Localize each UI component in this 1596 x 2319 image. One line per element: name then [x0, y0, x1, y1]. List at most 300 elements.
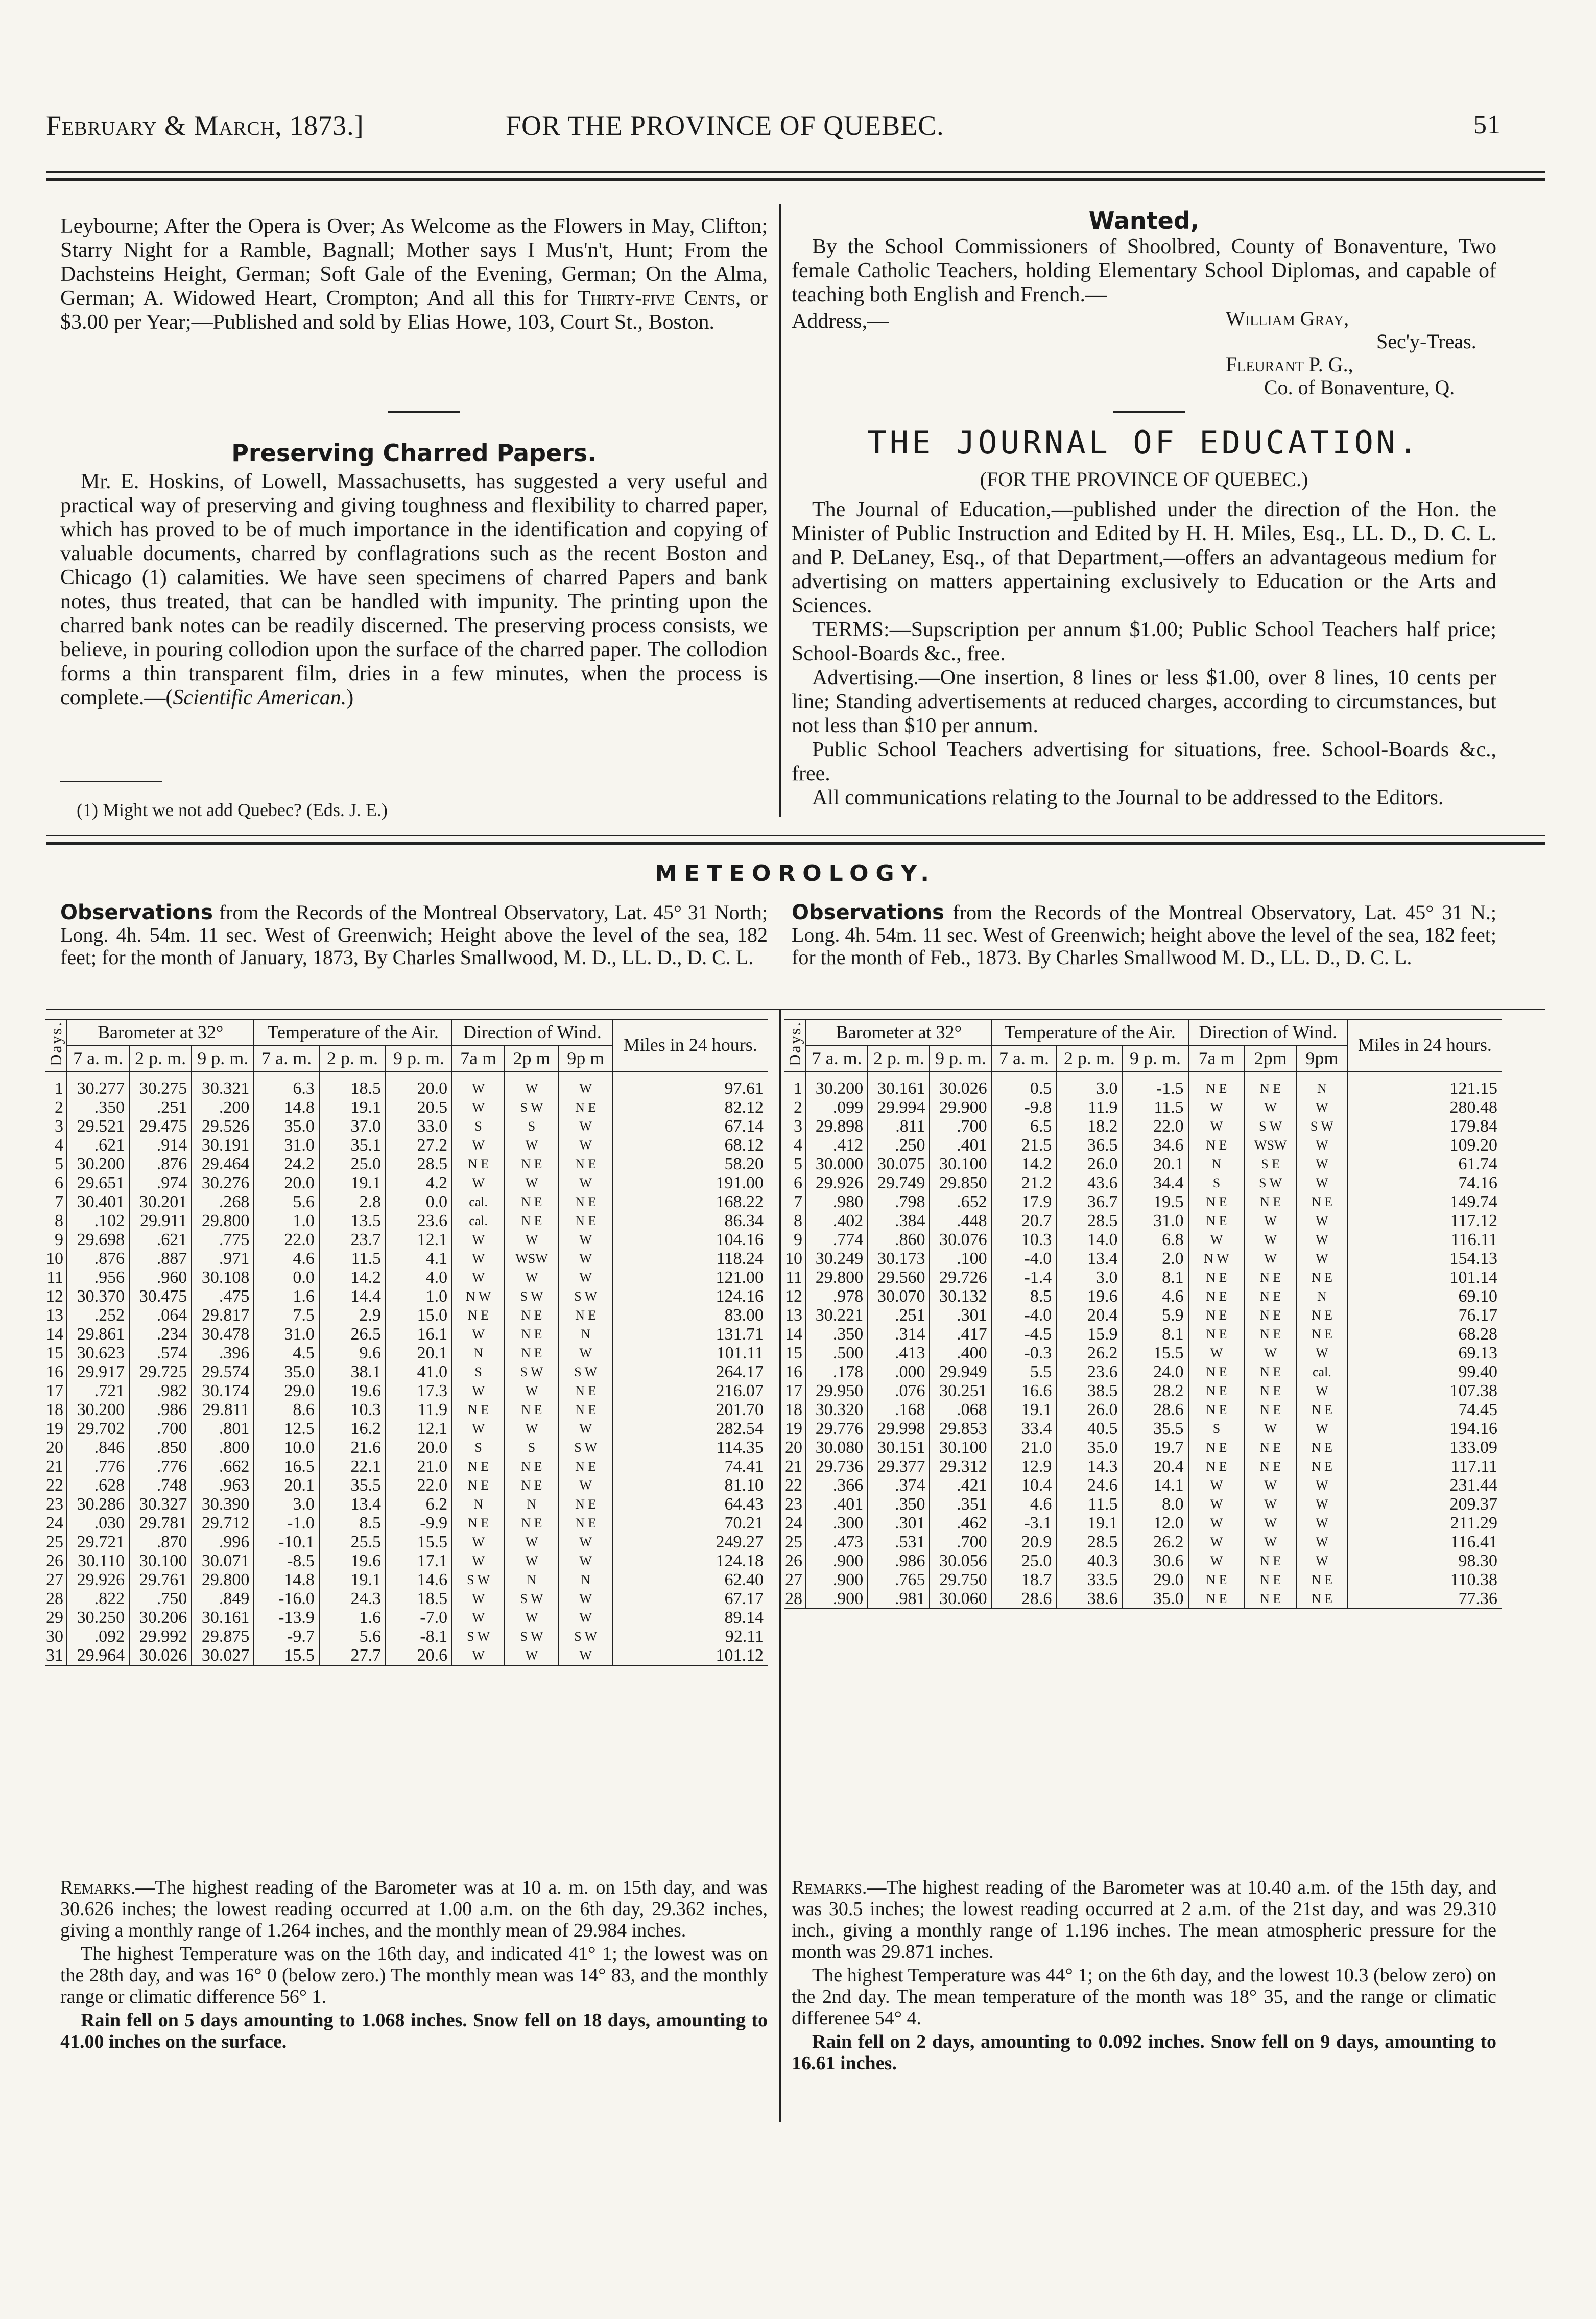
- barometer-cell: 29.950: [806, 1381, 868, 1400]
- temperature-cell: -1.4: [992, 1268, 1057, 1287]
- wind-cell: W: [559, 1589, 613, 1608]
- barometer-cell: .974: [129, 1174, 192, 1192]
- header-rule: [46, 171, 1545, 173]
- temperature-cell: 27.2: [386, 1136, 452, 1155]
- barometer-cell: .234: [129, 1325, 192, 1344]
- temperature-cell: 35.5: [319, 1476, 386, 1495]
- barometer-cell: .721: [67, 1381, 129, 1400]
- wind-cell: W: [505, 1646, 559, 1665]
- temperature-cell: 11.9: [386, 1400, 452, 1419]
- temperature-cell: 22.0: [1122, 1117, 1188, 1136]
- barometer-cell: .099: [806, 1098, 868, 1117]
- barometer-cell: .574: [129, 1344, 192, 1362]
- february-observations-table: [784, 1019, 1502, 1609]
- miles-cell: 101.12: [613, 1646, 768, 1665]
- temperature-cell: 14.0: [1056, 1230, 1122, 1249]
- table-row: [45, 1344, 768, 1362]
- table-row: [784, 1268, 1502, 1287]
- temperature-cell: 1.6: [319, 1608, 386, 1627]
- barometer-cell: 30.275: [129, 1071, 192, 1098]
- wind-cell: W: [505, 1174, 559, 1192]
- preserving-title: Preserving Charred Papers.: [231, 439, 597, 467]
- sub-wind-9pm: 9pm: [1296, 1045, 1348, 1071]
- wind-cell: S W: [559, 1438, 613, 1457]
- barometer-cell: 30.206: [129, 1608, 192, 1627]
- barometer-cell: .314: [868, 1325, 930, 1344]
- wind-cell: W: [1296, 1533, 1348, 1551]
- barometer-cell: 29.998: [868, 1419, 930, 1438]
- table-row: [784, 1551, 1502, 1570]
- miles-cell: 179.84: [1348, 1117, 1502, 1136]
- wind-cell: N E: [1188, 1362, 1245, 1381]
- wind-cell: cal.: [452, 1192, 505, 1211]
- wind-cell: W: [1245, 1211, 1296, 1230]
- miles-cell: 216.07: [613, 1381, 768, 1400]
- wind-cell: N E: [505, 1192, 559, 1211]
- table-row: [784, 1230, 1502, 1249]
- barometer-cell: 29.781: [129, 1514, 192, 1533]
- barometer-cell: .168: [868, 1400, 930, 1419]
- wind-cell: W: [452, 1608, 505, 1627]
- temperature-cell: 20.0: [386, 1438, 452, 1457]
- temperature-cell: 36.7: [1056, 1192, 1122, 1211]
- temperature-cell: 17.9: [992, 1192, 1057, 1211]
- wind-cell: N E: [1188, 1400, 1245, 1419]
- wind-cell: W: [452, 1381, 505, 1400]
- wind-cell: W: [1296, 1514, 1348, 1533]
- temperature-cell: 18.5: [319, 1071, 386, 1098]
- barometer-cell: .776: [67, 1457, 129, 1476]
- table-row: [784, 1192, 1502, 1211]
- section-rule-thick: [46, 842, 1545, 845]
- barometer-cell: .849: [192, 1589, 254, 1608]
- wind-cell: N W: [1188, 1249, 1245, 1268]
- wind-cell: W: [452, 1230, 505, 1249]
- temperature-cell: 20.4: [1056, 1306, 1122, 1325]
- temperature-cell: 3.0: [1056, 1268, 1122, 1287]
- temperature-cell: 28.6: [1122, 1400, 1188, 1419]
- wind-cell: S W: [559, 1362, 613, 1381]
- barometer-cell: 30.056: [930, 1551, 991, 1570]
- temperature-cell: 2.0: [1122, 1249, 1188, 1268]
- table-row: [784, 1495, 1502, 1514]
- journal-p4: Public School Teachers advertising for situations, free. School-Boards &c., free.: [792, 738, 1496, 785]
- sub-temp-7am: 7 a. m.: [992, 1045, 1057, 1071]
- table-row: [45, 1249, 768, 1268]
- barometer-cell: 30.475: [129, 1287, 192, 1306]
- barometer-cell: .351: [930, 1495, 991, 1514]
- temperature-cell: -4.0: [992, 1249, 1057, 1268]
- short-rule-right: [1113, 411, 1185, 413]
- temperature-cell: -7.0: [386, 1608, 452, 1627]
- wind-cell: N E: [1296, 1268, 1348, 1287]
- day-cell: 26: [46, 1551, 63, 1570]
- journal-title: THE JOURNAL OF EDUCATION.: [867, 424, 1421, 461]
- temperature-cell: 4.2: [386, 1174, 452, 1192]
- temperature-cell: 14.8: [254, 1098, 319, 1117]
- wind-cell: N E: [505, 1344, 559, 1362]
- table-row: [784, 1589, 1502, 1609]
- temperature-cell: 36.5: [1056, 1136, 1122, 1155]
- wind-cell: N E: [452, 1457, 505, 1476]
- january-observations-table: [45, 1019, 768, 1666]
- wind-cell: N E: [1296, 1570, 1348, 1589]
- wind-cell: N E: [452, 1400, 505, 1419]
- wind-cell: S W: [505, 1627, 559, 1646]
- wind-cell: WSW: [505, 1249, 559, 1268]
- temperature-cell: 0.5: [992, 1071, 1057, 1098]
- table-row: [784, 1155, 1502, 1174]
- barometer-cell: 30.110: [67, 1551, 129, 1570]
- barometer-cell: 29.900: [930, 1098, 991, 1117]
- temperature-cell: 10.0: [254, 1438, 319, 1457]
- miles-cell: 211.29: [1348, 1514, 1502, 1533]
- wind-cell: N E: [1188, 1381, 1245, 1400]
- temperature-cell: 18.2: [1056, 1117, 1122, 1136]
- wind-cell: N E: [1245, 1192, 1296, 1211]
- miles-cell: 124.18: [613, 1551, 768, 1570]
- feb-intro: [792, 901, 1496, 969]
- barometer-cell: .662: [192, 1457, 254, 1476]
- miles-cell: 154.13: [1348, 1249, 1502, 1268]
- barometer-cell: .462: [930, 1514, 991, 1533]
- temperature-cell: 2.8: [319, 1192, 386, 1211]
- table-row: [45, 1155, 768, 1174]
- temperature-cell: 21.0: [386, 1457, 452, 1476]
- wind-cell: S W: [1296, 1117, 1348, 1136]
- barometer-cell: .978: [806, 1287, 868, 1306]
- table-row: [784, 1211, 1502, 1230]
- barometer-cell: 29.811: [192, 1400, 254, 1419]
- temperature-cell: 8.1: [1122, 1268, 1188, 1287]
- temperature-cell: 20.0: [386, 1071, 452, 1098]
- wind-cell: W: [452, 1071, 505, 1098]
- col-wind: Direction of Wind.: [1188, 1019, 1348, 1045]
- wind-cell: S: [1188, 1174, 1245, 1192]
- temperature-cell: 16.2: [319, 1419, 386, 1438]
- table-row: [45, 1117, 768, 1136]
- day-cell: 7: [794, 1192, 802, 1211]
- barometer-cell: .621: [129, 1230, 192, 1249]
- temperature-cell: -9.7: [254, 1627, 319, 1646]
- barometer-cell: .500: [806, 1344, 868, 1362]
- sub-wind-7am: 7a m: [452, 1045, 505, 1071]
- temperature-cell: 24.2: [254, 1155, 319, 1174]
- wind-cell: S W: [452, 1627, 505, 1646]
- temperature-cell: -4.0: [992, 1306, 1057, 1325]
- temperature-cell: -8.5: [254, 1551, 319, 1570]
- wind-cell: W: [559, 1136, 613, 1155]
- temperature-cell: 16.6: [992, 1381, 1057, 1400]
- day-cell: 21: [46, 1456, 63, 1476]
- wind-cell: N E: [1188, 1287, 1245, 1306]
- temperature-cell: -8.1: [386, 1627, 452, 1646]
- wind-cell: W: [1296, 1381, 1348, 1400]
- wind-cell: W: [452, 1249, 505, 1268]
- col-miles: Miles in 24 hours.: [1348, 1019, 1502, 1071]
- sub-temp-2pm: 2 p. m.: [1056, 1045, 1122, 1071]
- barometer-cell: 29.725: [129, 1362, 192, 1381]
- wind-cell: W: [559, 1174, 613, 1192]
- table-row: [784, 1533, 1502, 1551]
- barometer-cell: .621: [67, 1136, 129, 1155]
- day-cell: 10: [46, 1249, 63, 1268]
- day-cell: 3: [55, 1116, 63, 1136]
- temperature-cell: 12.1: [386, 1230, 452, 1249]
- barometer-cell: .700: [129, 1419, 192, 1438]
- wind-cell: W: [505, 1608, 559, 1627]
- table-row: [45, 1136, 768, 1155]
- music-publisher: , or $3.00 per Year;—Published and sold by Elias Howe, 103, Court St., Boston.: [60, 286, 768, 334]
- barometer-cell: .250: [868, 1136, 930, 1155]
- temperature-cell: 21.5: [992, 1136, 1057, 1155]
- temperature-cell: 33.4: [992, 1419, 1057, 1438]
- temperature-cell: 22.0: [254, 1230, 319, 1249]
- barometer-cell: 30.000: [806, 1155, 868, 1174]
- miles-cell: 121.00: [613, 1268, 768, 1287]
- journal-subtitle: (FOR THE PROVINCE OF QUEBEC.): [980, 468, 1308, 491]
- barometer-cell: .765: [868, 1570, 930, 1589]
- table-row: [45, 1381, 768, 1400]
- day-cell: 11: [46, 1268, 63, 1287]
- barometer-cell: .900: [806, 1570, 868, 1589]
- wind-cell: N E: [1296, 1306, 1348, 1325]
- barometer-cell: 29.749: [868, 1174, 930, 1192]
- temperature-cell: 12.0: [1122, 1514, 1188, 1533]
- barometer-cell: .200: [192, 1098, 254, 1117]
- temperature-cell: 8.0: [1122, 1495, 1188, 1514]
- wanted-name2: Fleurant P. G.,: [1226, 353, 1353, 376]
- jan-intro: [60, 901, 768, 969]
- temperature-cell: 35.5: [1122, 1419, 1188, 1438]
- day-cell: 5: [55, 1154, 63, 1174]
- temperature-cell: 4.5: [254, 1344, 319, 1362]
- col-temperature: Temperature of the Air.: [992, 1019, 1188, 1045]
- day-cell: 30: [46, 1627, 63, 1646]
- miles-cell: 107.38: [1348, 1381, 1502, 1400]
- wind-cell: N E: [1245, 1551, 1296, 1570]
- temperature-cell: 24.3: [319, 1589, 386, 1608]
- day-cell: 14: [46, 1324, 63, 1344]
- barometer-cell: 30.060: [930, 1589, 991, 1609]
- wanted-title2: Co. of Bonaventure, Q.: [1264, 376, 1455, 399]
- barometer-cell: 30.201: [129, 1192, 192, 1211]
- wind-cell: W: [452, 1419, 505, 1438]
- temperature-cell: 8.5: [992, 1287, 1057, 1306]
- wanted-body: [792, 235, 1496, 307]
- wind-cell: W: [1245, 1514, 1296, 1533]
- temperature-cell: 6.5: [992, 1117, 1057, 1136]
- barometer-cell: 29.750: [930, 1570, 991, 1589]
- wind-cell: N E: [1188, 1457, 1245, 1476]
- col-barometer: Barometer at 32°: [67, 1019, 254, 1045]
- day-cell: 1: [55, 1079, 63, 1098]
- meteorology-title: METEOROLOGY.: [655, 860, 936, 887]
- temperature-cell: 19.6: [1056, 1287, 1122, 1306]
- barometer-cell: 29.853: [930, 1419, 991, 1438]
- wind-cell: W: [1188, 1344, 1245, 1362]
- wind-cell: S W: [505, 1589, 559, 1608]
- barometer-cell: 29.964: [67, 1646, 129, 1665]
- temperature-cell: 28.5: [386, 1155, 452, 1174]
- temperature-cell: 4.6: [992, 1495, 1057, 1514]
- barometer-cell: .252: [67, 1306, 129, 1325]
- temperature-cell: 4.6: [1122, 1287, 1188, 1306]
- day-cell: 31: [46, 1645, 63, 1665]
- barometer-cell: .811: [868, 1117, 930, 1136]
- barometer-cell: .374: [868, 1476, 930, 1495]
- day-cell: 20: [785, 1438, 802, 1457]
- temperature-cell: 26.2: [1122, 1533, 1188, 1551]
- miles-cell: 58.20: [613, 1155, 768, 1174]
- barometer-cell: .822: [67, 1589, 129, 1608]
- miles-cell: 280.48: [1348, 1098, 1502, 1117]
- temperature-cell: 12.1: [386, 1419, 452, 1438]
- wind-cell: N E: [1296, 1457, 1348, 1476]
- barometer-cell: .300: [806, 1514, 868, 1533]
- barometer-cell: .030: [67, 1514, 129, 1533]
- day-cell: 25: [785, 1532, 802, 1551]
- miles-cell: 149.74: [1348, 1192, 1502, 1211]
- wind-cell: W: [1296, 1495, 1348, 1514]
- barometer-cell: .396: [192, 1344, 254, 1362]
- wind-cell: W: [1188, 1230, 1245, 1249]
- temperature-cell: 14.4: [319, 1287, 386, 1306]
- temperature-cell: 15.5: [254, 1646, 319, 1665]
- temperature-cell: 20.0: [254, 1174, 319, 1192]
- col-miles: Miles in 24 hours.: [613, 1019, 768, 1071]
- temperature-cell: 21.6: [319, 1438, 386, 1457]
- wind-cell: N E: [505, 1514, 559, 1533]
- barometer-cell: .748: [129, 1476, 192, 1495]
- barometer-cell: 30.071: [192, 1551, 254, 1570]
- barometer-cell: 30.161: [192, 1608, 254, 1627]
- miles-cell: 168.22: [613, 1192, 768, 1211]
- barometer-cell: 30.027: [192, 1646, 254, 1665]
- temperature-cell: 28.6: [992, 1589, 1057, 1609]
- barometer-cell: 29.800: [192, 1211, 254, 1230]
- feb-remark-1: —The highest reading of the Barometer was at 10.40 a.m. of the 15th day, and was 30.5 inches; the lowest reading occurred at 2 a.m. of the 21st day, and was 29.310 inch., giving a monthly range of 1.196 inches. The mean atmospheric pressure for the month was 29.871 inches.: [792, 1877, 1496, 1963]
- day-cell: 13: [46, 1305, 63, 1325]
- temperature-cell: 20.7: [992, 1211, 1057, 1230]
- wind-cell: W: [1188, 1533, 1245, 1551]
- temperature-cell: 16.1: [386, 1325, 452, 1344]
- barometer-cell: .068: [930, 1400, 991, 1419]
- temperature-cell: 14.1: [1122, 1476, 1188, 1495]
- preserving-close: ): [346, 686, 354, 709]
- miles-cell: 69.10: [1348, 1287, 1502, 1306]
- wind-cell: N E: [1245, 1306, 1296, 1325]
- wind-cell: N E: [1188, 1136, 1245, 1155]
- miles-cell: 76.17: [1348, 1306, 1502, 1325]
- barometer-cell: 30.161: [868, 1071, 930, 1098]
- miles-cell: 116.11: [1348, 1230, 1502, 1249]
- table-row: [45, 1514, 768, 1533]
- wind-cell: N E: [1188, 1306, 1245, 1325]
- sub-wind-2pm: 2pm: [1245, 1045, 1296, 1071]
- wind-cell: N: [1188, 1155, 1245, 1174]
- miles-cell: 67.14: [613, 1117, 768, 1136]
- temperature-cell: 40.3: [1056, 1551, 1122, 1570]
- temperature-cell: 19.6: [319, 1551, 386, 1570]
- wind-cell: W: [1296, 1174, 1348, 1192]
- feb-remark-3: Rain fell on 2 days, amounting to 0.092 inches. Snow fell on 9 days, amounting to 16.61 inches.: [792, 2031, 1496, 2074]
- wind-cell: S W: [1245, 1117, 1296, 1136]
- temperature-cell: 0.0: [254, 1268, 319, 1287]
- barometer-cell: .700: [930, 1533, 991, 1551]
- temperature-cell: 15.9: [1056, 1325, 1122, 1344]
- barometer-cell: .417: [930, 1325, 991, 1344]
- col-barometer: Barometer at 32°: [806, 1019, 992, 1045]
- temperature-cell: 20.1: [254, 1476, 319, 1495]
- table-row: [784, 1514, 1502, 1533]
- wind-cell: W: [505, 1268, 559, 1287]
- barometer-cell: 30.320: [806, 1400, 868, 1419]
- table-row: [784, 1071, 1502, 1098]
- table-row: [45, 1400, 768, 1419]
- temperature-cell: 13.4: [319, 1495, 386, 1514]
- temperature-cell: 14.8: [254, 1570, 319, 1589]
- day-cell: 19: [46, 1419, 63, 1438]
- wind-cell: W: [1245, 1098, 1296, 1117]
- miles-cell: 68.28: [1348, 1325, 1502, 1344]
- temperature-cell: 3.0: [254, 1495, 319, 1514]
- barometer-cell: .251: [129, 1098, 192, 1117]
- barometer-cell: 29.702: [67, 1419, 129, 1438]
- wind-cell: W: [559, 1608, 613, 1627]
- wind-cell: cal.: [1296, 1362, 1348, 1381]
- barometer-cell: 29.560: [868, 1268, 930, 1287]
- temperature-cell: 8.1: [1122, 1325, 1188, 1344]
- temperature-cell: 20.9: [992, 1533, 1057, 1551]
- header-date: February & March, 1873.]: [46, 110, 364, 141]
- wind-cell: W: [1188, 1117, 1245, 1136]
- barometer-cell: .413: [868, 1344, 930, 1362]
- barometer-cell: .956: [67, 1268, 129, 1287]
- day-cell: 12: [46, 1286, 63, 1306]
- miles-cell: 249.27: [613, 1533, 768, 1551]
- miles-cell: 109.20: [1348, 1136, 1502, 1155]
- day-cell: 22: [46, 1475, 63, 1495]
- journal-p5: All communications relating to the Journal to be addressed to the Editors.: [812, 786, 1444, 809]
- wind-cell: W: [1188, 1495, 1245, 1514]
- barometer-cell: .798: [868, 1192, 930, 1211]
- barometer-cell: .401: [806, 1495, 868, 1514]
- table-row: [45, 1419, 768, 1438]
- wind-cell: S E: [1245, 1155, 1296, 1174]
- wind-cell: N E: [505, 1155, 559, 1174]
- barometer-cell: 30.370: [67, 1287, 129, 1306]
- barometer-cell: 30.250: [67, 1608, 129, 1627]
- temperature-cell: -16.0: [254, 1589, 319, 1608]
- miles-cell: 70.21: [613, 1514, 768, 1533]
- day-cell: 26: [785, 1551, 802, 1570]
- temperature-cell: 8.5: [319, 1514, 386, 1533]
- day-cell: 16: [785, 1362, 802, 1381]
- temperature-cell: 19.1: [1056, 1514, 1122, 1533]
- day-cell: 16: [46, 1362, 63, 1381]
- temperature-cell: -9.9: [386, 1514, 452, 1533]
- day-cell: 6: [55, 1173, 63, 1192]
- day-cell: 13: [785, 1305, 802, 1325]
- header-title: FOR THE PROVINCE OF QUEBEC.: [506, 110, 944, 141]
- miles-cell: 77.36: [1348, 1589, 1502, 1609]
- temperature-cell: 5.5: [992, 1362, 1057, 1381]
- feb-obs-label: Observations: [792, 901, 944, 924]
- miles-cell: 264.17: [613, 1362, 768, 1381]
- barometer-cell: 29.875: [192, 1627, 254, 1646]
- wind-cell: N: [1296, 1071, 1348, 1098]
